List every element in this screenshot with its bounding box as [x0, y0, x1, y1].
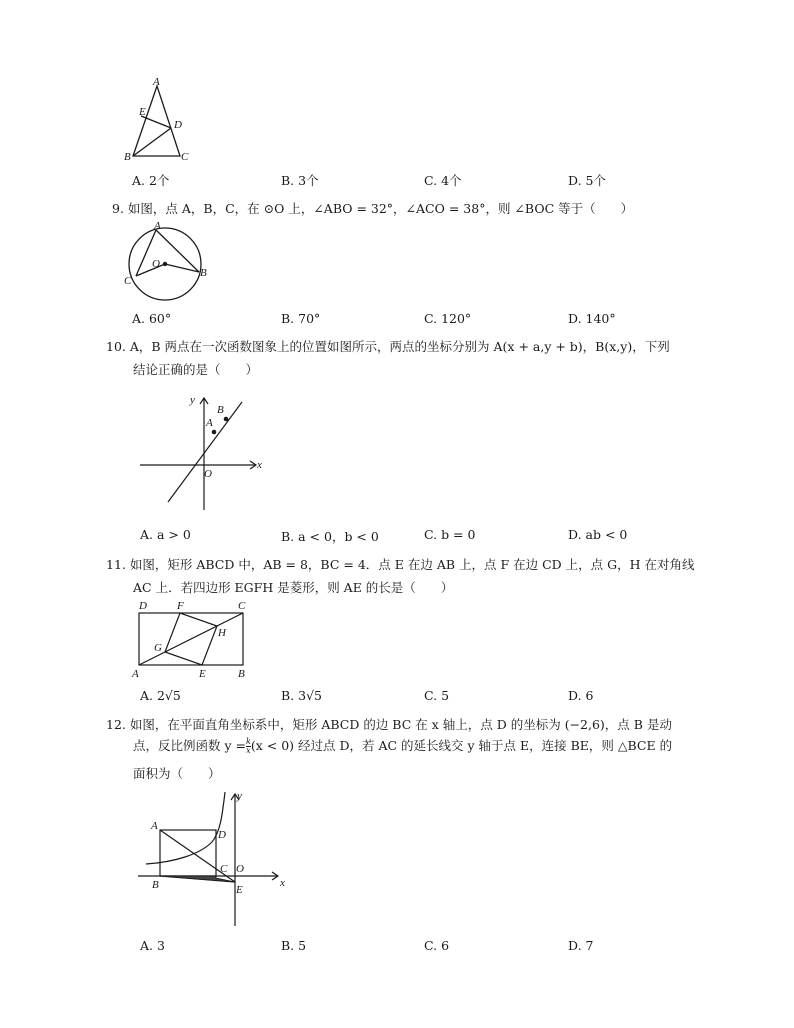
q12-stem-line1: 12. 如图，在平面直角坐标系中，矩形 ABCD 的边 BC 在 x 轴上，点 D 的坐标为 (−2,6)，点 B 是动	[106, 717, 672, 732]
fig11-label-h: H	[218, 627, 226, 639]
q12-stem-line2-a: 点，反比例函数 y =	[133, 738, 246, 753]
fig12-label-d: D	[218, 829, 226, 841]
q12-option-d: D. 7	[568, 938, 594, 953]
fig12-label-y: y	[237, 790, 242, 802]
q10-option-a: A. a > 0	[140, 527, 191, 542]
q11-stem-line1: 11. 如图，矩形 ABCD 中，AB = 8，BC = 4．点 E 在边 AB 上，点 F 在边 CD 上，点 G，H 在对角线	[106, 557, 695, 572]
fig10-label-x: x	[257, 459, 262, 471]
figure-q11-rectangle	[130, 598, 254, 682]
fig12-label-e: E	[236, 884, 243, 896]
fig9-label-o: O	[152, 258, 160, 270]
fig8-label-e: E	[139, 106, 146, 118]
q10-stem-line1: 10. A，B 两点在一次函数图象上的位置如图所示，两点的坐标分别为 A(x + a,y + b)，B(x,y)，下列	[106, 339, 670, 354]
q11-option-d: D. 6	[568, 688, 594, 703]
q12-option-a: A. 3	[140, 938, 165, 953]
q8-option-a: A. 2个	[132, 173, 170, 188]
fig11-label-c: C	[238, 600, 246, 612]
fig9-label-b: B	[200, 267, 207, 279]
fig12-label-x: x	[280, 877, 285, 889]
fig8-label-b: B	[124, 151, 131, 163]
q9-option-a: A. 60°	[132, 311, 172, 326]
fig10-label-a: A	[206, 417, 213, 429]
fig8-label-d: D	[174, 119, 182, 131]
fig10-label-o: O	[204, 468, 212, 480]
q12-option-b: B. 5	[281, 938, 307, 953]
fig10-label-y: y	[190, 394, 195, 406]
fig11-label-d: D	[139, 600, 147, 612]
figure-q10-graph	[140, 394, 270, 514]
q9-stem: 9. 如图，点 A，B，C，在 ⊙O 上，∠ABO = 32°，∠ACO = 38°，则 ∠BOC 等于（ ）	[112, 201, 634, 216]
fig12-label-a: A	[151, 820, 158, 832]
q9-option-d: D. 140°	[568, 311, 616, 326]
fig11-label-g: G	[154, 642, 162, 654]
fig12-label-b: B	[152, 879, 159, 891]
q10-option-d: D. ab < 0	[568, 527, 628, 542]
fig9-label-c: C	[124, 275, 132, 287]
q10-stem-line2: 结论正确的是（ ）	[133, 362, 259, 377]
q12-frac-num: k	[245, 737, 251, 746]
q10-option-b: B. a < 0，b < 0	[281, 529, 379, 544]
q11-option-b: B. 3√5	[281, 688, 323, 703]
figure-q8-triangle	[120, 76, 200, 166]
q11-option-c: C. 5	[424, 688, 450, 703]
fig12-label-c: C	[220, 863, 228, 875]
q8-option-d: D. 5个	[568, 173, 606, 188]
fig8-label-c: C	[181, 151, 189, 163]
q12-option-c: C. 6	[424, 938, 450, 953]
q12-frac-den: x	[246, 746, 251, 755]
q12-stem-line2-b: (x < 0) 经过点 D，若 AC 的延长线交 y 轴于点 E，连接 BE，则 △BCE 的	[250, 738, 673, 753]
fig8-label-a: A	[153, 76, 160, 88]
q12-stem-line3: 面积为（ ）	[133, 766, 221, 781]
q12-shaded-triangle	[160, 876, 235, 882]
q11-stem-line2: AC 上．若四边形 EGFH 是菱形，则 AE 的长是（ ）	[133, 580, 454, 595]
fig10-label-b: B	[217, 404, 224, 416]
fig12-label-o: O	[236, 863, 244, 875]
q8-option-b: B. 3个	[281, 173, 319, 188]
q11-option-a: A. 2√5	[140, 688, 181, 703]
fig11-label-b: B	[238, 668, 245, 680]
q8-option-c: C. 4个	[424, 173, 462, 188]
fig9-label-a: A	[154, 220, 161, 232]
q9-option-c: C. 120°	[424, 311, 472, 326]
fig11-label-f: F	[177, 600, 184, 612]
fig11-label-e: E	[199, 668, 206, 680]
fig11-label-a: A	[132, 668, 139, 680]
q10-option-c: C. b = 0	[424, 527, 476, 542]
q12-stem-line2	[133, 736, 672, 755]
figure-q9-circle	[124, 222, 214, 302]
figure-q12-coordinate	[136, 790, 296, 930]
q9-option-b: B. 70°	[281, 311, 321, 326]
